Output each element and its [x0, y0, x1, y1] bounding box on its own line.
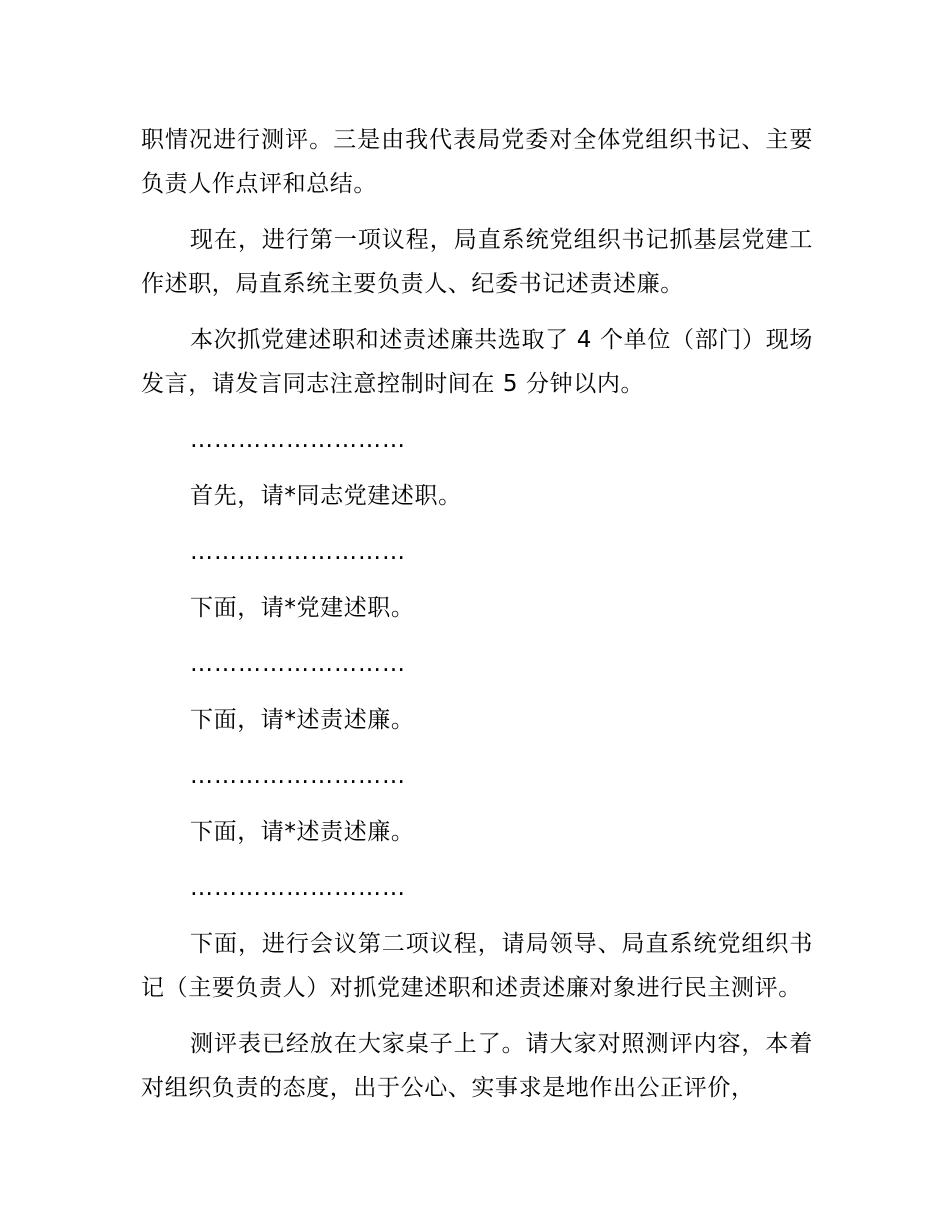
paragraph-first-speaker: 首先，请*同志党建述职。 [190, 483, 462, 509]
ellipsis-separator: ……………………… [190, 763, 406, 789]
paragraph-second-agenda: 下面，进行会议第二项议程，请局领导、局直系统党组织书记（主要负责人）对抓党建述职和述责述廉对象进行民主测评。 [141, 931, 813, 1001]
paragraph-evaluation-form: 测评表已经放在大家桌子上了。请大家对照测评内容，本着对组织负责的态度，出于公心、实事求是地作出公正评价， [141, 1031, 813, 1101]
paragraph-speech-rules: 本次抓党建述职和述责述廉共选取了 4 个单位（部门）现场发言，请发言同志注意控制时间在 5 分钟以内。 [141, 327, 813, 397]
document-body [141, 118, 813, 1122]
paragraph-third-speaker: 下面，请*述责述廉。 [190, 707, 415, 733]
paragraph-second-speaker: 下面，请*党建述职。 [190, 595, 415, 621]
paragraph-first-agenda: 现在，进行第一项议程，局直系统党组织书记抓基层党建工作述职，局直系统主要负责人、纪委书记述责述廉。 [141, 227, 813, 297]
ellipsis-separator: ……………………… [190, 427, 406, 453]
ellipsis-separator: ……………………… [190, 875, 406, 901]
paragraph-continuation: 职情况进行测评。三是由我代表局党委对全体党组织书记、主要负责人作点评和总结。 [141, 127, 813, 197]
ellipsis-separator: ……………………… [190, 651, 406, 677]
paragraph-fourth-speaker: 下面，请*述责述廉。 [190, 819, 415, 845]
ellipsis-separator: ……………………… [190, 539, 406, 565]
